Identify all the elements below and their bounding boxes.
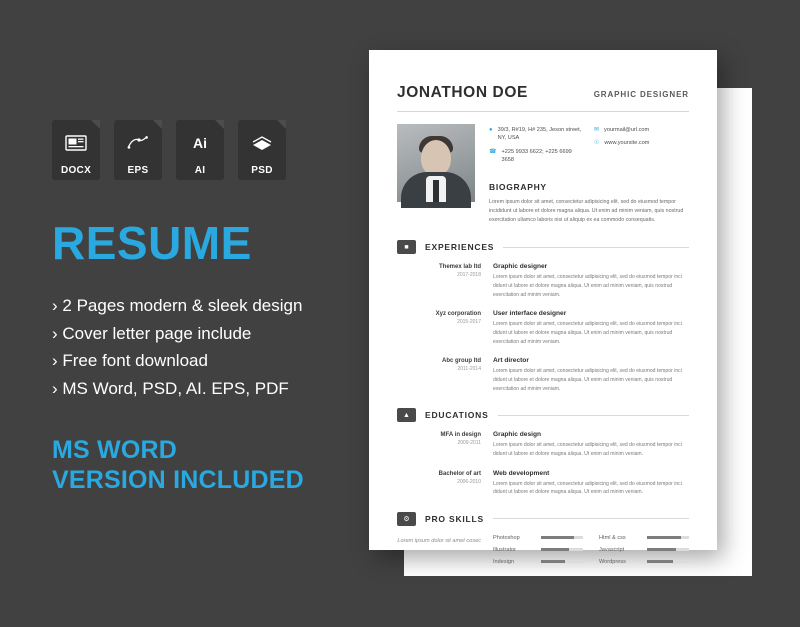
list-item: › 2 Pages modern & sleek design [52, 292, 382, 320]
contact-column-left [489, 126, 584, 170]
entry-date: 2006-2010 [457, 478, 481, 485]
list-item [397, 470, 689, 497]
skills-column-left [493, 535, 583, 571]
contact-text: www.yoursite.com [604, 140, 650, 147]
list-item [493, 559, 583, 565]
section-title: EXPERIENCES [425, 242, 495, 253]
promo-footer-line2: VERSION INCLUDED [52, 465, 304, 494]
contact-text: +225 9933 6622; +225 6699 3658 [501, 148, 572, 164]
ai-file-icon [176, 120, 224, 180]
entry-role: Art director [493, 357, 529, 365]
biography-text: Lorem ipsum dolor sit amet, consectetur adipisicing elit, sed do eiusmod tempor incididunt ut labore et dolore magna aliqua. Ut enim ad minim veniam, quis nostrud exercitation ullamco laboris nisi ut aliquip ex ea commodo consequatis. [489, 198, 684, 224]
skill-bar [541, 560, 583, 563]
list-item [397, 431, 689, 458]
psd-file-icon [238, 120, 286, 180]
entry-date: 2017-2018 [457, 272, 481, 279]
psd-glyph [238, 120, 286, 165]
docx-file-icon [52, 120, 100, 180]
envelope-icon: ✉ [594, 127, 600, 133]
format-label: AI [194, 165, 206, 176]
location-icon: ● [489, 127, 493, 133]
entry-date: 2011-2014 [457, 366, 481, 373]
entry-description: Lorem ipsum dolor sit amet, consectetur adipisicing elit, sed do eiusmod tempor inci didunt ut labore et dolore magna aliqua. Ut enim ad minim veniam. [493, 442, 682, 457]
avatar-face [421, 140, 451, 176]
skills-note: Lorem ipsum dolor sit amet cosec [397, 537, 481, 544]
skill-bar [541, 548, 583, 551]
contact-text: yourmail@url.com [604, 127, 650, 133]
entry-description: Lorem ipsum dolor sit amet, consectetur adipisicing elit, sed do eiusmod tempor inci didunt ut labore et dolore magna aliqua. Ut enim ad minim veniam, quis nostrud exercitation ad minim veniam. [493, 368, 682, 392]
entry-org: MFA in design [440, 432, 481, 439]
entry-date: 2009-2011 [457, 440, 481, 447]
eps-glyph [114, 120, 162, 165]
promo-footer-line1: MS WORD [52, 436, 177, 465]
divider [503, 247, 689, 248]
svg-text:Ai: Ai [193, 134, 207, 151]
format-icon-row [52, 120, 382, 180]
list-item [493, 535, 583, 541]
section-header-educations [397, 408, 689, 422]
entry-org: Bachelor of art [438, 470, 481, 477]
globe-icon: ☉ [594, 140, 600, 147]
entry-org: Xyz corporation [435, 311, 481, 318]
list-item: › MS Word, PSD, AI. EPS, PDF [52, 375, 382, 403]
contact-website[interactable] [594, 139, 689, 147]
entry-description: Lorem ipsum dolor sit amet, consectetur adipisicing elit, sed do eiusmod tempor inci didunt ut labore et dolore magna aliqua. Ut enim ad minim veniam, quis nostrud exercitation ad minim veniam. [493, 321, 682, 345]
wrench-icon: ⚙ [397, 512, 416, 526]
resume-page-front [369, 50, 717, 565]
section-header-experiences [397, 240, 689, 254]
resume-header [397, 84, 689, 102]
profile-block [397, 124, 689, 225]
candidate-role: GRAPHIC DESIGNER [593, 90, 689, 99]
entry-role: Web development [493, 469, 550, 477]
promo-title: RESUME [52, 217, 252, 269]
skill-bar [647, 560, 689, 563]
skill-bar [647, 536, 689, 539]
list-item [599, 535, 689, 541]
entry-role: User interface designer [493, 310, 567, 318]
skills-column-right [599, 535, 689, 571]
briefcase-icon: ■ [397, 240, 416, 254]
contact-column-right [594, 126, 689, 170]
skills-block [397, 535, 689, 571]
eps-file-icon [114, 120, 162, 180]
format-label: DOCX [60, 165, 92, 176]
contact-email[interactable] [594, 126, 689, 134]
list-item [493, 547, 583, 553]
list-item [397, 263, 689, 299]
phone-icon: ☎ [489, 148, 497, 155]
list-item [599, 547, 689, 553]
contact-text: 39/3, R#19, H# 235, Jeson street, NY, USA [497, 127, 582, 142]
promo-footer [52, 436, 382, 495]
section-title: EDUCATIONS [425, 410, 489, 421]
entry-date: 2015-2017 [457, 319, 481, 326]
list-item [599, 559, 689, 565]
skill-name: Javascript [599, 546, 625, 553]
contact-phone [489, 148, 584, 165]
section-header-pro-skills [397, 512, 689, 526]
candidate-name: JONATHON DOE [397, 84, 528, 101]
skill-name: Wordpress [599, 558, 626, 565]
graduation-cap-icon: ▲ [397, 408, 416, 422]
divider [498, 415, 689, 416]
skill-bar [541, 536, 583, 539]
ai-glyph [176, 120, 224, 165]
skill-name: Illustrator [493, 546, 517, 553]
divider [493, 518, 689, 519]
docx-glyph [52, 120, 100, 165]
entry-description: Lorem ipsum dolor sit amet, consectetur adipisicing elit, sed do eiusmod tempor inci didunt ut labore et dolore magna aliqua. Ut enim ad minim veniam. [493, 480, 682, 496]
entry-role: Graphic designer [493, 263, 548, 271]
skill-name: Photoshop [493, 534, 520, 541]
list-item: › Free font download [52, 347, 382, 375]
list-item [397, 310, 689, 346]
skill-name: Indesign [493, 558, 515, 565]
skill-bar [647, 548, 689, 551]
avatar [397, 124, 475, 202]
entry-role: Graphic design [493, 431, 541, 439]
entry-org: Themex lab ltd [438, 264, 481, 271]
list-item: › Cover letter page include [52, 320, 382, 348]
entry-description: Lorem ipsum dolor sit amet, consectetur adipisicing elit, sed do eiusmod tempor inci didunt ut labore et dolore magna aliqua. Ut enim ad minim veniam, quis nostrud exercitation ad minim veniam. [493, 274, 682, 298]
contact-address [489, 126, 584, 143]
format-label: PSD [251, 165, 273, 176]
format-label: EPS [127, 165, 149, 176]
section-title: PRO SKILLS [425, 513, 485, 524]
skill-name: Html & css [599, 534, 626, 541]
promo-feature-list [52, 292, 382, 402]
biography-title: BIOGRAPHY [489, 181, 547, 192]
divider [397, 111, 689, 112]
contact-block [489, 124, 689, 225]
list-item [397, 357, 689, 393]
promo-panel [52, 120, 382, 495]
avatar-tie [433, 180, 439, 202]
entry-org: Abc group ltd [442, 358, 481, 365]
